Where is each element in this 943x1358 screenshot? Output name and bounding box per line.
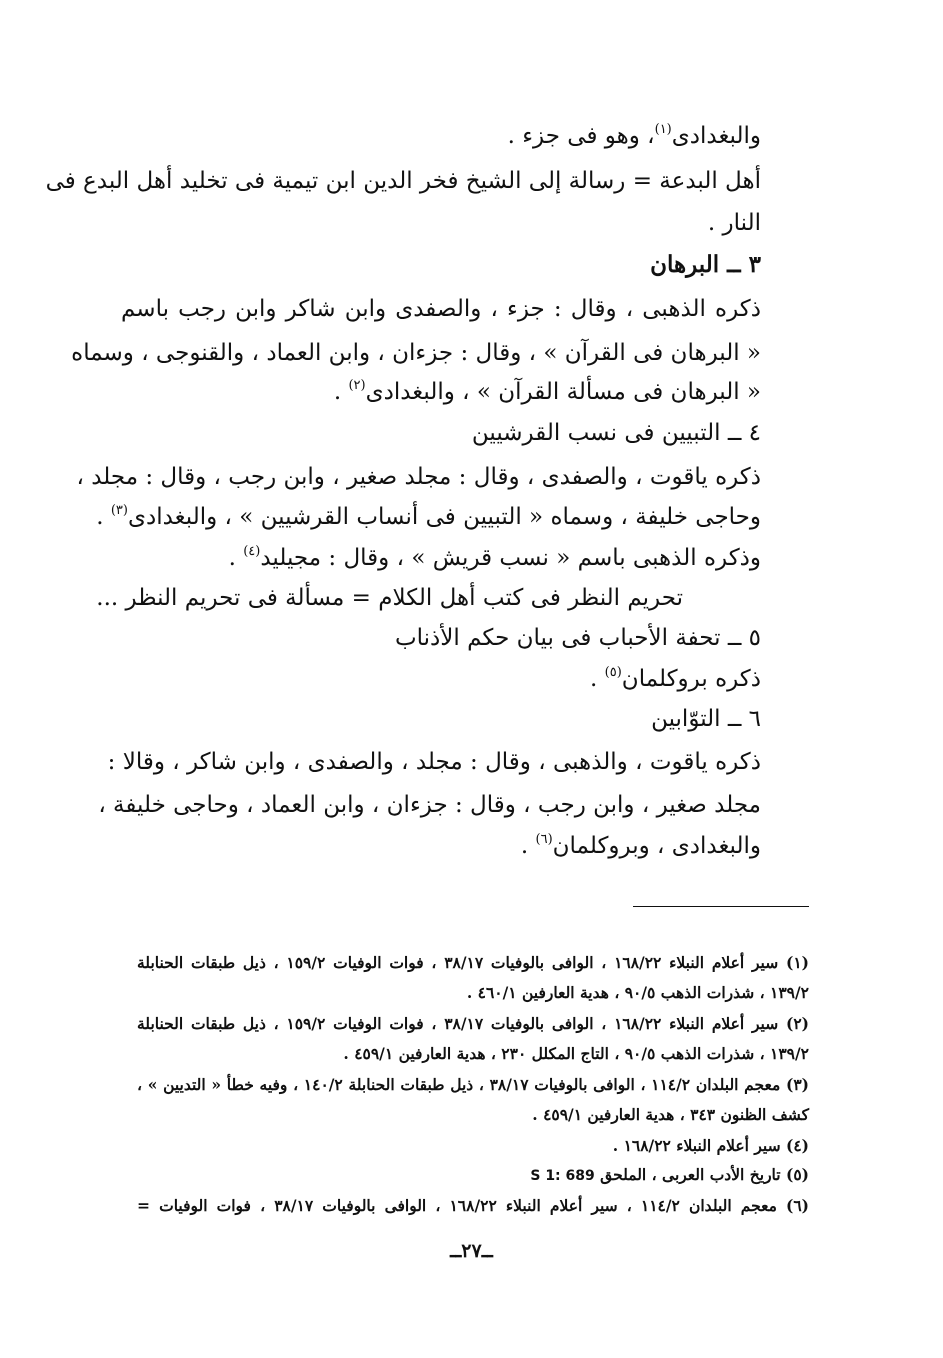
entry-3-line-3-end: . bbox=[333, 379, 349, 405]
intro-line bbox=[121, 116, 761, 156]
entry-4-line-2-end: . bbox=[96, 504, 111, 530]
entry-4-line-3-end: . bbox=[228, 545, 244, 571]
entry-4-line-2 bbox=[96, 497, 761, 537]
entry-4-heading: ٤ ــ التبيين فى نسب القرشيين bbox=[471, 420, 761, 446]
footnote-5-reference: S 1: 689 bbox=[530, 1168, 595, 1184]
footnote-1-line-2: ١٣٩/٢ ، شذرات الذهب ٩٠/٥ ، هدية العارفين ٤٦٠/١ . bbox=[466, 983, 809, 1002]
footnote-2-line-1: (٢) سير أعلام النبلاء ١٦٨/٢٢ ، الوافى بالوفيات ٣٨/١٧ ، فوات الوفيات ١٥٩/٢ ، ذيل طبقات الحنابلة bbox=[137, 1014, 809, 1033]
entry-6-heading: ٦ ــ التوّابين bbox=[651, 706, 761, 732]
footnote-5 bbox=[137, 1162, 809, 1189]
footnote-ref-1: (١) bbox=[654, 122, 672, 137]
footnote-ref-6: (٦) bbox=[535, 832, 553, 847]
footnote-separator bbox=[633, 906, 809, 907]
entry-4-line-1: ذكره ياقوت ، والصفدى ، وقال : مجلد صغير ، وابن رجب ، وقال : مجلد ، bbox=[76, 464, 761, 490]
entry-6-line-3-text: والبغدادى ، وبروكلمان bbox=[552, 833, 761, 859]
entry-3-line-1: ذكره الذهبى ، وقال : جزء ، والصفدى وابن شاكر وابن رجب باسم bbox=[121, 296, 761, 322]
footnote-3-line-2: كشف الظنون ٣٤٣ ، هدية العارفين ٤٥٩/١ . bbox=[532, 1105, 809, 1124]
tahrim-line: تحريم النظر فى كتب أهل الكلام = مسألة فى تحريم النظر ... bbox=[96, 585, 683, 611]
entry-4-line-3-text: وذكره الذهبى باسم « نسب قريش » ، وقال : مجيليد bbox=[260, 545, 761, 571]
entry-6-line-1: ذكره ياقوت ، والذهبى ، وقال : مجلد ، والصفدى ، وابن شاكر ، وقالا : bbox=[107, 749, 761, 775]
entry-5-line-1-end: . bbox=[590, 666, 605, 692]
entry-5-line-1 bbox=[121, 659, 761, 699]
intro-text: والبغدادى bbox=[671, 123, 761, 149]
entry-3-line-3-text: « البرهان فى مسألة القرآن » ، والبغدادى bbox=[365, 379, 761, 405]
bida-line-1: أهل البدعة = رسالة إلى الشيخ فخر الدين ابن تيمية فى تخليد أهل البدع فى bbox=[45, 168, 761, 194]
entry-3-line-3 bbox=[121, 372, 761, 412]
footnote-4: (٤) سير أعلام النبلاء ١٦٨/٢٢ . bbox=[612, 1136, 809, 1155]
entry-3-line-2: « البرهان فى القرآن » ، وقال : جزءان ، وابن العماد ، والقنوجى ، وسماه bbox=[71, 340, 761, 366]
footnote-1-line-1: (١) سير أعلام النبلاء ١٦٨/٢٢ ، الوافى بالوفيات ٣٨/١٧ ، فوات الوفيات ١٥٩/٢ ، ذيل طبقات الحنابلة bbox=[137, 953, 809, 972]
footnote-ref-5: (٥) bbox=[604, 665, 622, 680]
footnote-5-text: (٥) تاريخ الأدب العربى ، الملحق bbox=[600, 1165, 809, 1184]
footnote-6: (٦) معجم البلدان ١١٤/٢ ، سير أعلام النبلاء ١٦٨/٢٢ ، الوافى بالوفيات ٣٨/١٧ ، فوات الوفيات = bbox=[137, 1196, 809, 1215]
entry-6-line-2: مجلد صغير ، وابن رجب ، وقال : جزءان ، وابن العماد ، وحاجى خليفة ، bbox=[98, 792, 761, 818]
footnote-ref-2: (٢) bbox=[348, 378, 366, 393]
entry-4-line-3 bbox=[121, 538, 761, 578]
footnote-ref-3: (٣) bbox=[110, 503, 128, 518]
page-number: ــ٢٧ــ bbox=[450, 1240, 493, 1262]
footnote-ref-4: (٤) bbox=[243, 544, 261, 559]
entry-6-line-3 bbox=[121, 826, 761, 866]
footnote-3-line-1: (٣) معجم البلدان ١١٤/٢ ، الوافى بالوفيات ٣٨/١٧ ، ذيل طبقات الحنابلة ١٤٠/٢ ، وفيه خطأ « التديين » ، bbox=[137, 1075, 809, 1094]
intro-text-rest: ، وهو فى جزء . bbox=[507, 123, 655, 149]
entry-5-heading: ٥ ــ تحفة الأحباب فى بيان حكم الأذناب bbox=[395, 625, 761, 651]
entry-3-heading: ٣ ــ البرهان bbox=[650, 251, 761, 278]
entry-5-line-1-text: ذكره بروكلمان bbox=[621, 666, 761, 692]
bida-line-2: النار . bbox=[707, 210, 761, 236]
footnote-2-line-2: ١٣٩/٢ ، شذرات الذهب ٩٠/٥ ، التاج المكلل ٢٣٠ ، هدية العارفين ٤٥٩/١ . bbox=[343, 1044, 809, 1063]
entry-6-line-3-end: . bbox=[520, 833, 536, 859]
entry-4-line-2-text: وحاجى خليفة ، وسماه « التبيين فى أنساب القرشيين » ، والبغدادى bbox=[127, 504, 761, 530]
